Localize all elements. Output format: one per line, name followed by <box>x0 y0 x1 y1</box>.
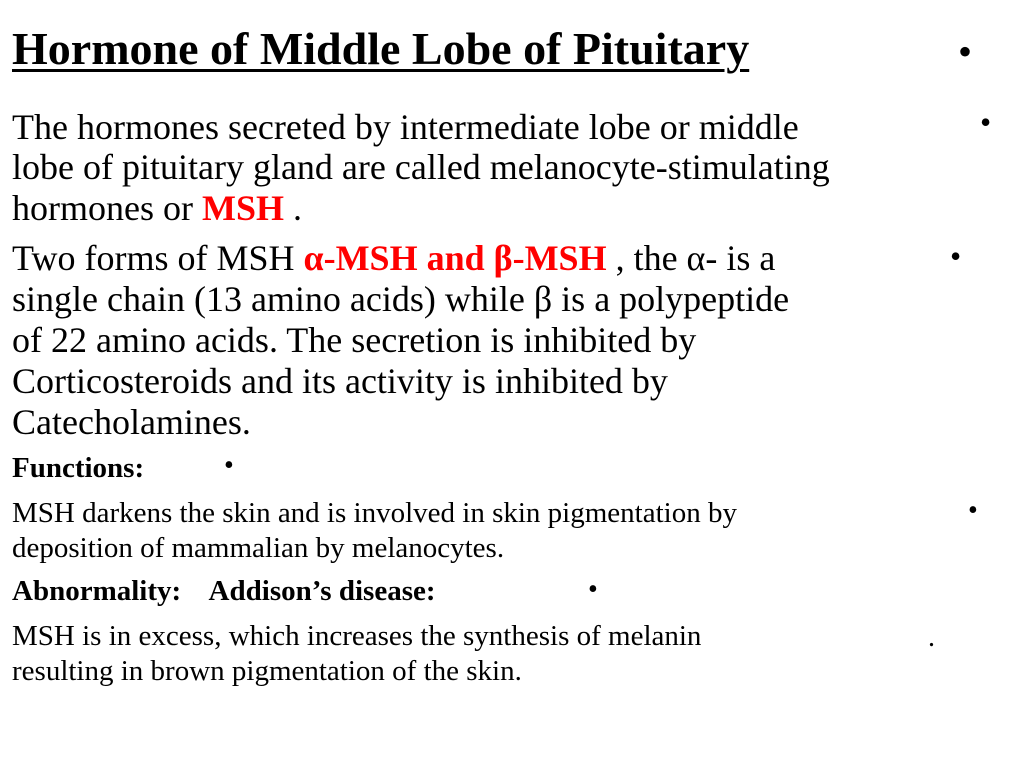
para1-line3-post: . <box>283 188 302 228</box>
bullet-para3: • <box>968 495 978 526</box>
bullet-abnormality: • <box>588 574 598 605</box>
bullet-para1: • <box>980 104 992 140</box>
para1-line1: The hormones secreted by intermediate lobe or middle <box>12 107 799 147</box>
para2-line1-pre: Two forms of MSH <box>12 238 304 278</box>
bullet-title: • <box>958 29 973 74</box>
para1-line3 <box>12 187 302 229</box>
para3-line1: MSH darkens the skin and is involved in skin pigmentation by <box>12 497 737 529</box>
para2-line5: Catecholamines. <box>12 402 251 442</box>
para2-line1-post: , the α- is a <box>606 238 776 278</box>
abnormality-heading: Abnormality: Addison’s disease: <box>12 575 436 607</box>
bullet-para4: . <box>928 622 935 653</box>
bullet-functions: • <box>224 450 234 481</box>
page-title: Hormone of Middle Lobe of Pituitary <box>12 23 750 74</box>
para1-line2: lobe of pituitary gland are called melanocyte-stimulating <box>12 147 830 187</box>
functions-heading: Functions: <box>12 452 145 484</box>
msh-highlight: MSH <box>201 188 284 228</box>
msh-forms-highlight: α-MSH and β-MSH <box>303 238 607 278</box>
para2-line4: Corticosteroids and its activity is inhibited by <box>12 361 668 401</box>
para3-line2: deposition of mammalian by melanocytes. <box>12 532 505 564</box>
para2-line1 <box>12 237 775 279</box>
para4-line2: resulting in brown pigmentation of the skin. <box>12 655 522 687</box>
para2-line3: of 22 amino acids. The secretion is inhibited by <box>12 320 697 360</box>
para2-line2: single chain (13 amino acids) while β is a polypeptide <box>12 279 790 319</box>
para1-line3-pre: hormones or <box>12 188 202 228</box>
para4-line1: MSH is in excess, which increases the synthesis of melanin <box>12 620 702 652</box>
bullet-para2: • <box>950 238 962 274</box>
